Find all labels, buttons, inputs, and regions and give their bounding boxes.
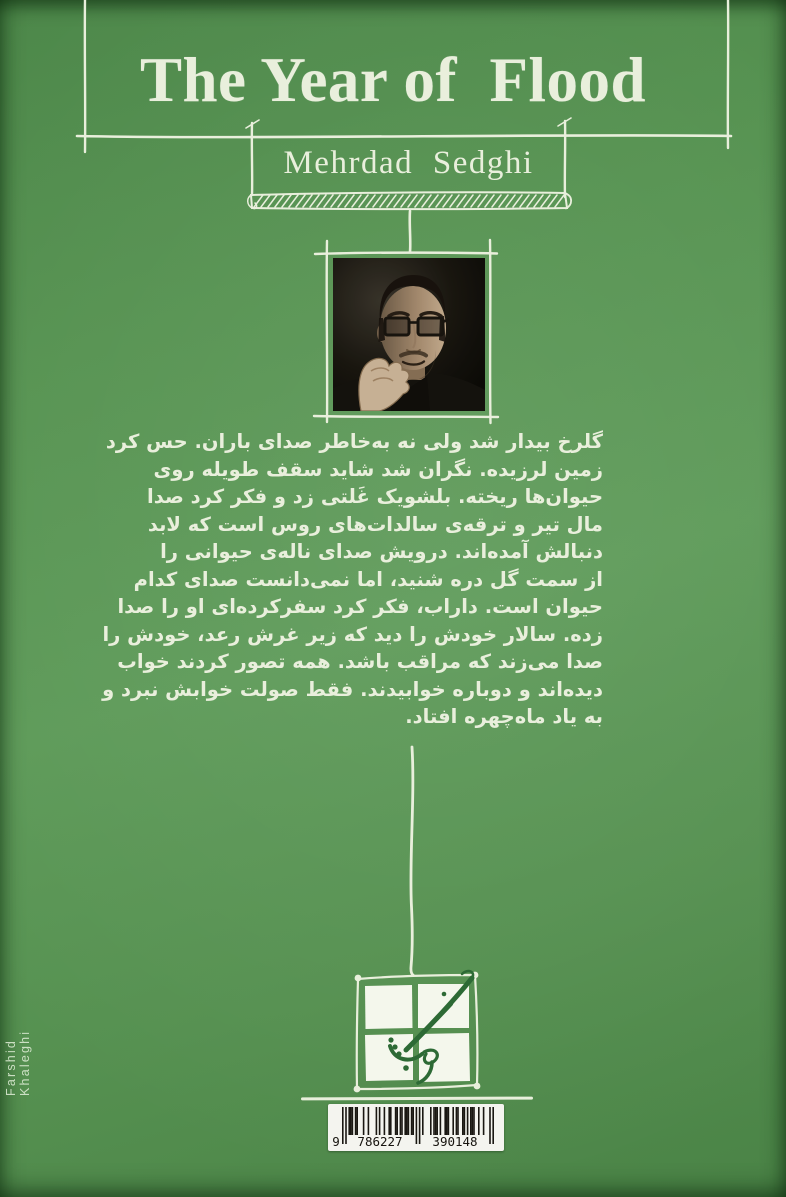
blurb-text	[102, 428, 603, 731]
blurb-line: حیوان است. داراب، فکر کرد سفرکرده‌ای او را صدا	[117, 595, 603, 618]
barcode-digit-group: 786227	[357, 1134, 403, 1149]
blurb-line: دیده‌اند و دوباره خوابیدند. فقط صولت خوابش نبرد و	[102, 677, 603, 701]
barcode-digit-group: 390148	[432, 1134, 478, 1149]
blurb-line: گلرخ بیدار شد ولی نه به‌خاطر صدای باران. حس کرد	[105, 430, 603, 453]
author-name: Mehrdad Sedghi	[283, 145, 534, 181]
blurb-line: حیوان‌ها ریخته. بلشویک غَلتی زد و فکر کرد صدا	[147, 485, 603, 508]
vertical-connector-line	[398, 742, 428, 978]
publisher-logo	[348, 964, 488, 1096]
blurb-line: از سمت گل دره شنید، اما نمی‌دانست صدای کدام	[133, 567, 603, 591]
barcode-digit-group: 9	[332, 1134, 340, 1149]
blurb-line: زمین لرزیده. نگران شد شاید سقف طویله روی	[153, 457, 603, 481]
blurb-line: صدا می‌زند که مراقب باشد. همه تصور کردند خواب	[117, 650, 603, 673]
blurb-line: دنبالش آمده‌اند. درویش صدای ناله‌ی حیوانی را	[160, 540, 603, 563]
author-photo-image	[333, 258, 485, 411]
isbn-barcode	[328, 1104, 504, 1151]
book-title: The Year of Flood	[140, 45, 646, 115]
blurb-line: زده. سالار خودش را دید که زیر غرش رعد، خودش را	[102, 622, 603, 646]
blurb-line: مال تیر و ترقه‌ی سالدات‌های روس است که لابد	[147, 512, 603, 536]
barcode-divider-rule	[301, 1097, 533, 1101]
blurb-line: به یاد ماه‌چهره افتاد.	[405, 705, 603, 728]
author-photo	[333, 258, 485, 411]
designer-credit: Farshid Khaleghi	[4, 1029, 32, 1096]
publisher-logo-calligraphy	[388, 971, 473, 1083]
